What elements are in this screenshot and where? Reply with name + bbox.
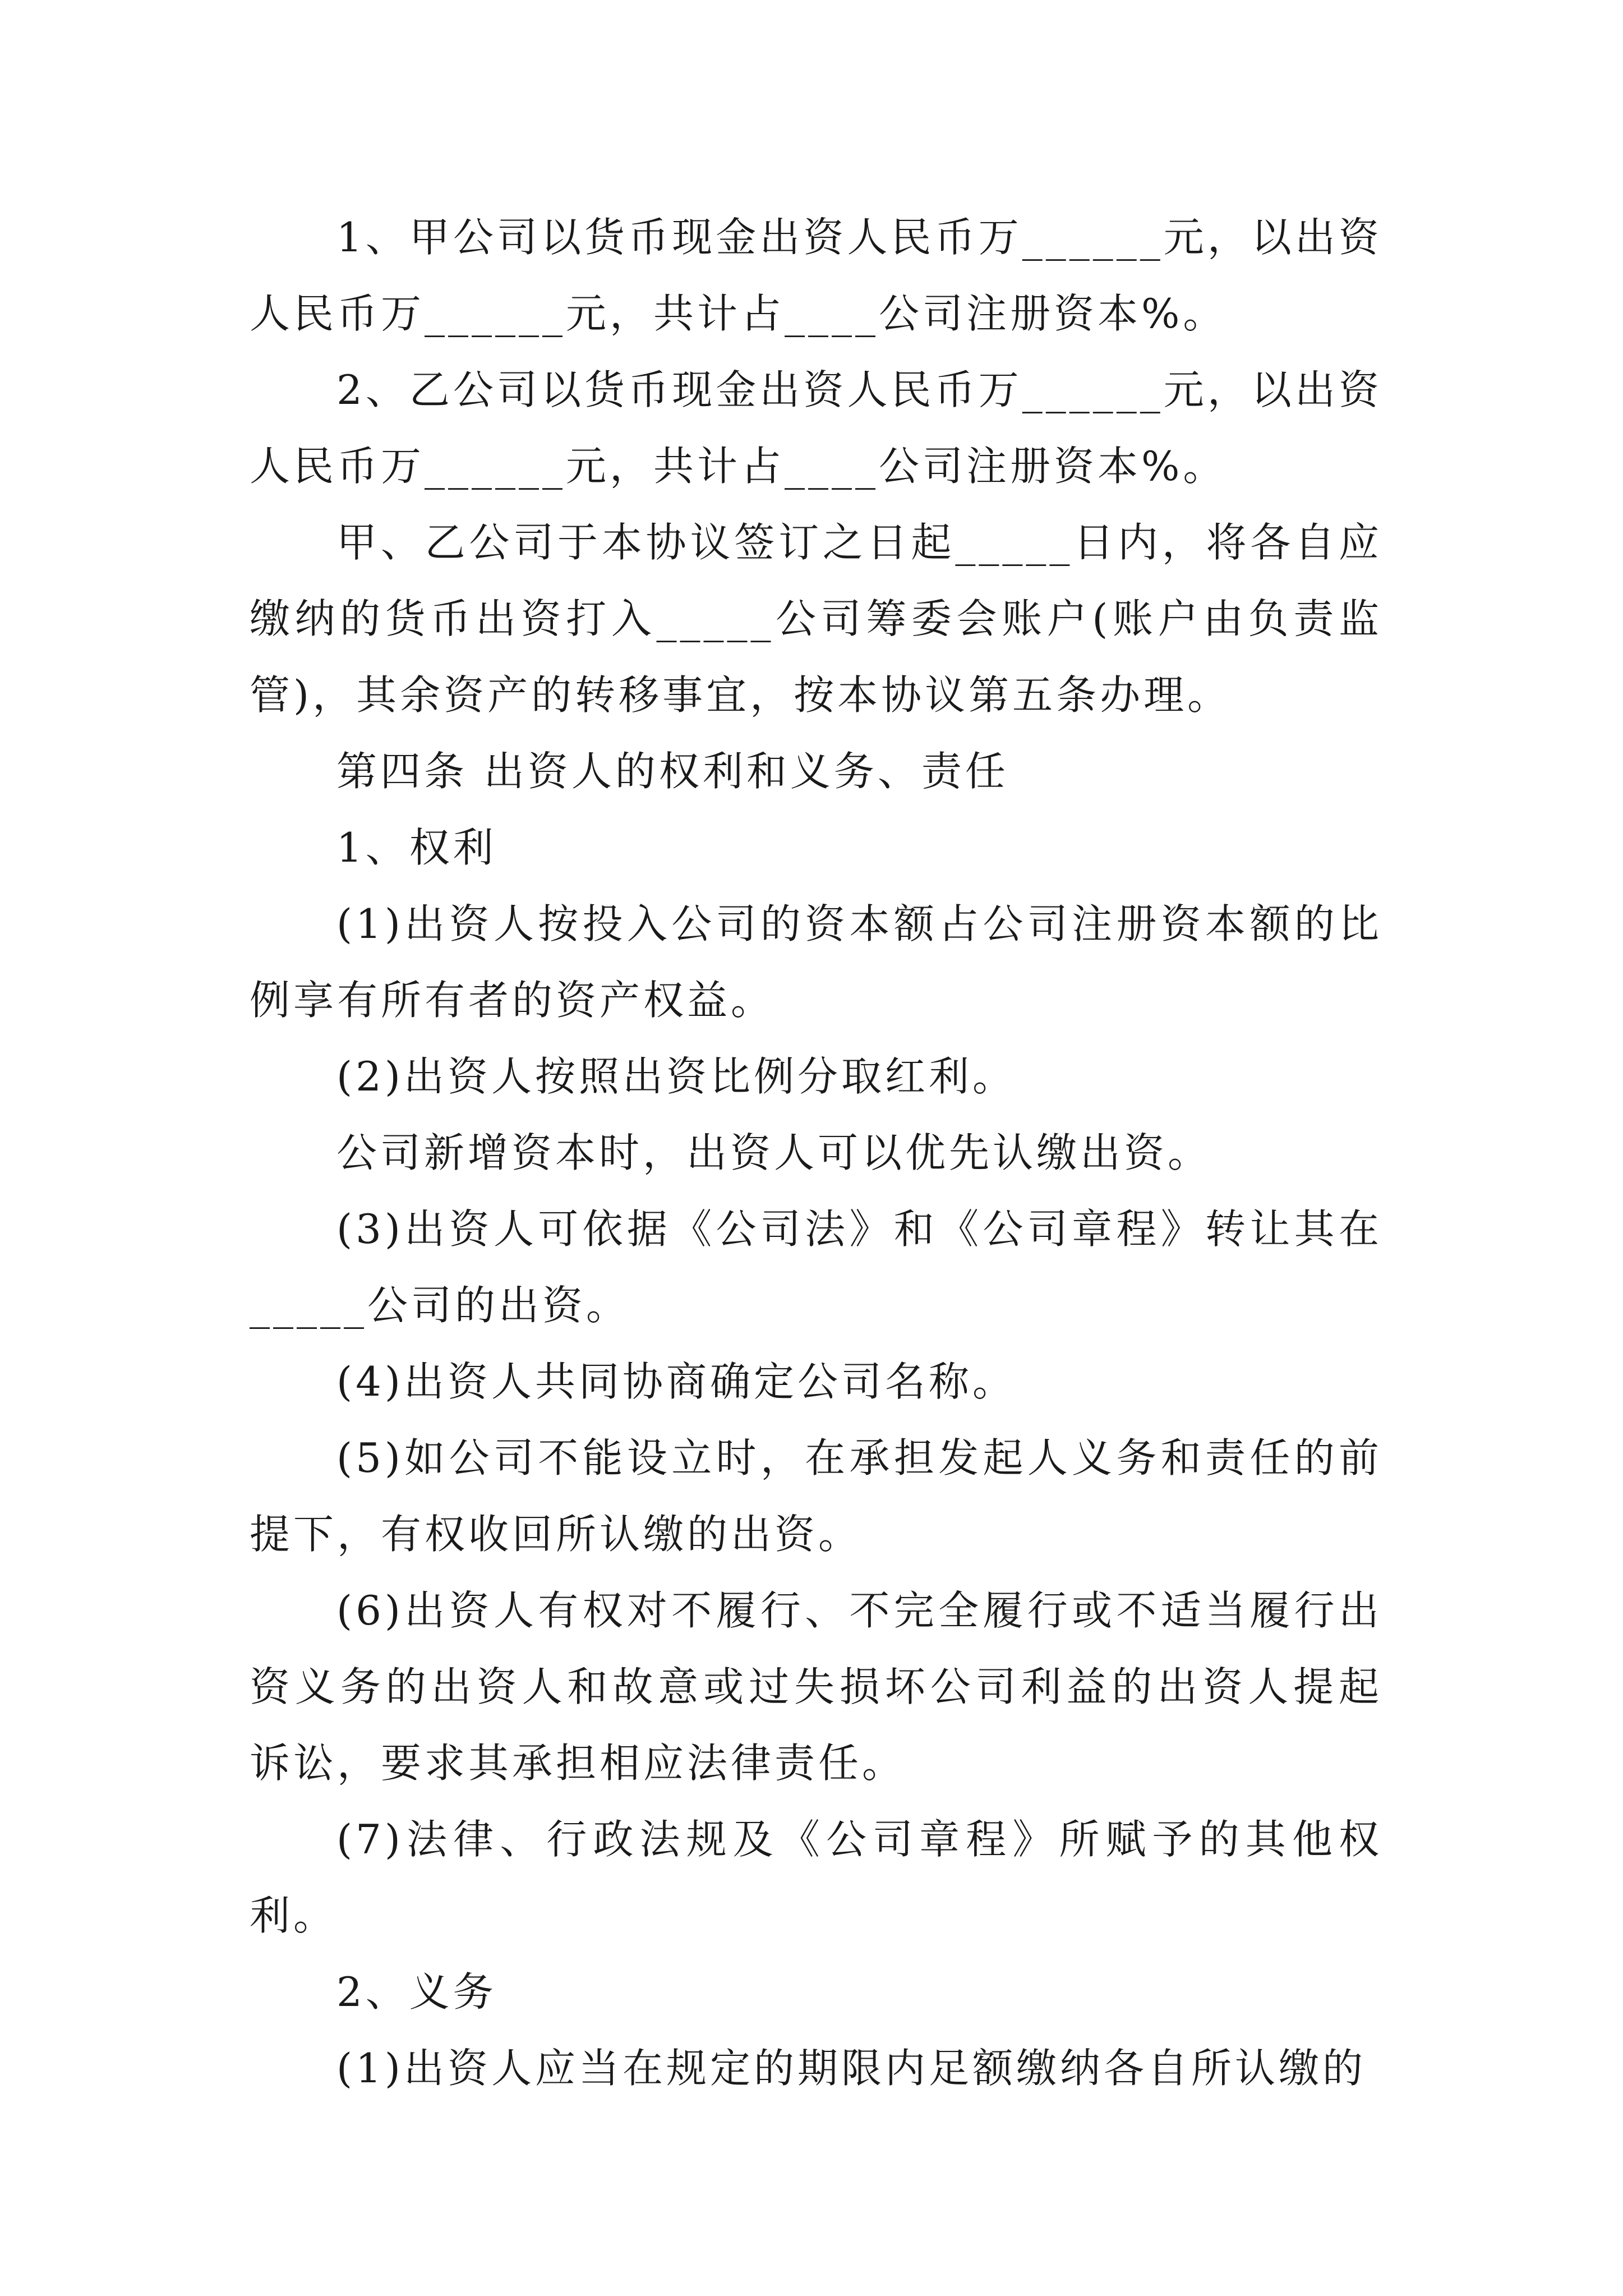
- right-item-6: (6)出资人有权对不履行、不完全履行或不适当履行出资义务的出资人和故意或过失损坏公司利益的出资人提起诉讼，要求其承担相应法律责任。: [250, 1587, 1382, 1787]
- obligations-heading: 2、义务: [336, 1968, 497, 2016]
- obligation-item-1: (1)出资人应当在规定的期限内足额缴纳各自所认缴的: [336, 2045, 1366, 2092]
- right-item-7: (7)法律、行政法规及《公司章程》所赋予的其他权利。: [250, 1816, 1382, 1939]
- right-item-2: (2)出资人按照出资比例分取红利。: [336, 1053, 1016, 1100]
- right-item-5: (5)如公司不能设立时，在承担发起人义务和责任的前提下，有权收回所认缴的出资。: [250, 1434, 1382, 1558]
- rights-heading: 1、权利: [336, 824, 497, 871]
- right-item-3: (3)出资人可依据《公司法》和《公司章程》转让其在_____公司的出资。: [250, 1205, 1382, 1329]
- article-four-heading: 第四条 出资人的权利和义务、责任: [336, 748, 1009, 795]
- right-item-1: (1)出资人按投入公司的资本额占公司注册资本额的比例享有所有者的资产权益。: [250, 900, 1382, 1024]
- right-item-4: (4)出资人共同协商确定公司名称。: [336, 1358, 1016, 1405]
- paragraph-capital-b: 2、乙公司以货币现金出资人民币万______元，以出资人民币万______元，共计占____公司注册资本%。: [250, 366, 1382, 490]
- paragraph-payment-deadline: 甲、乙公司于本协议签订之日起_____日内，将各自应缴纳的货币出资打入_____公司筹委会账户(账户由负责监管)，其余资产的转移事宜，按本协议第五条办理。: [250, 519, 1382, 719]
- right-item-2-continued: 公司新增资本时，出资人可以优先认缴出资。: [336, 1129, 1212, 1176]
- paragraph-capital-a: 1、甲公司以货币现金出资人民币万______元，以出资人民币万______元，共计占____公司注册资本%。: [250, 214, 1382, 337]
- document-body: [250, 199, 1382, 2106]
